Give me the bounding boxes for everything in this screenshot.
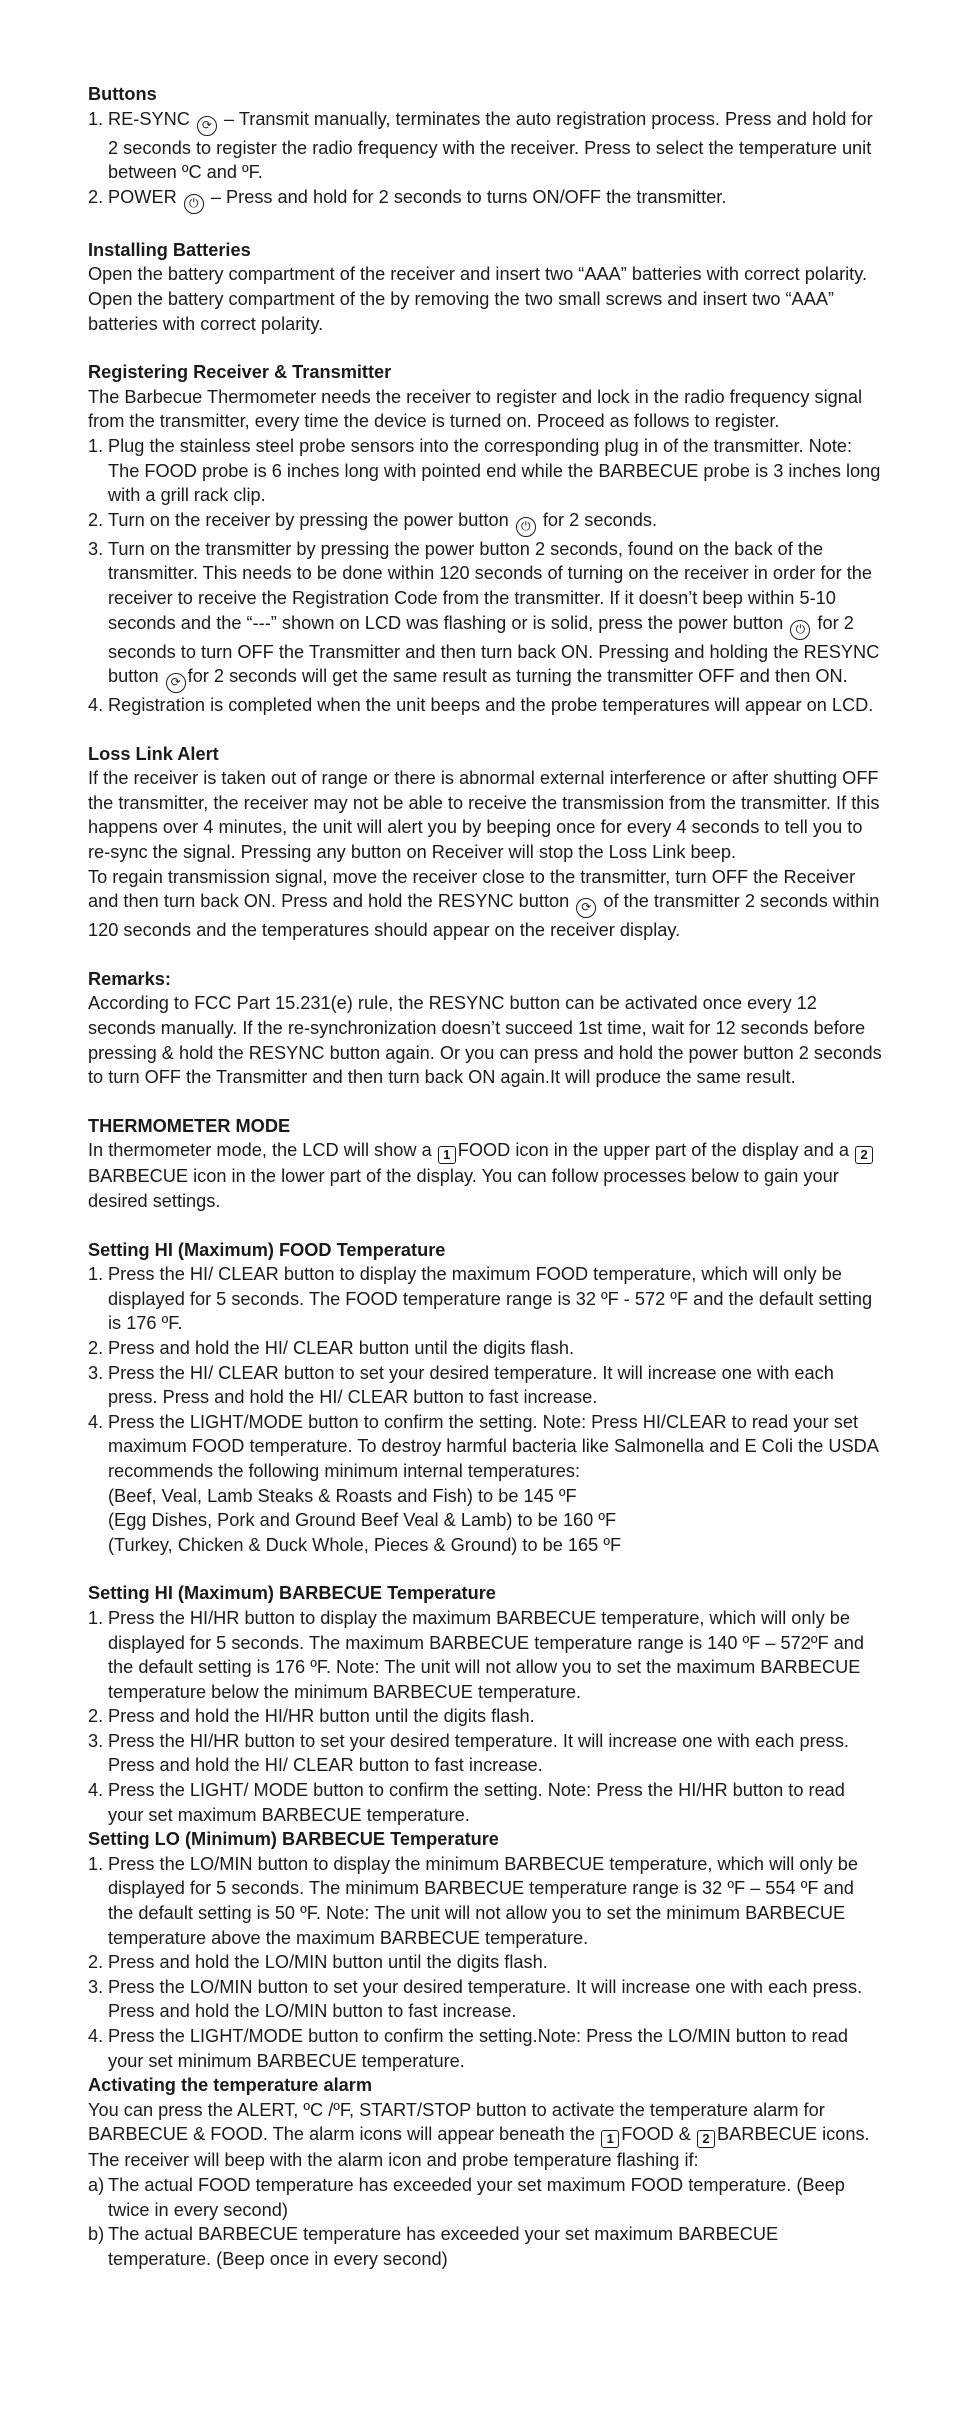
paragraph [88, 1138, 884, 1213]
item-number: b) [88, 2224, 105, 2245]
item-number: 4. [88, 1780, 104, 1801]
item-number: 3. [88, 1976, 104, 1997]
list-item [88, 1704, 884, 1729]
badge-2-icon: 2 [697, 2130, 715, 2148]
alarm-list [88, 2173, 884, 2271]
section-heading: Setting HI (Maximum) FOOD Temperature [88, 1239, 446, 1260]
item-number: 2. [88, 1706, 104, 1727]
paragraph-text: FOOD & [621, 2124, 691, 2145]
paragraph-text: In thermometer mode, the LCD will show a [88, 1140, 432, 1161]
paragraph: The Barbecue Thermometer needs the receiver to register and lock in the radio frequency signal from the transmitter, every time the device is turned on. Proceed as follows to register. [88, 386, 863, 432]
paragraph: You can press the ALERT, ºC /ºF, START/STOP button to activate the temperature alarm for [88, 2099, 825, 2120]
list-item [88, 693, 884, 718]
paragraph-text: BARBECUE & FOOD. The alarm icons will appear beneath the [88, 2124, 596, 2145]
temperature-line: (Turkey, Chicken & Duck Whole, Pieces & Ground) to be 165 ºF [108, 1534, 622, 1555]
item-text: for 2 seconds. [542, 509, 658, 530]
list-item [88, 107, 884, 185]
item-text: Press the LO/MIN button to set your desired temperature. It will increase one with each press. Press and hold the LO/MIN button to fast increase. [108, 1976, 863, 2022]
item-number: 3. [88, 1362, 104, 1383]
hi-bbq-list [88, 1606, 884, 1827]
item-number: 1. [88, 435, 104, 456]
power-icon: ⏻ [184, 194, 204, 214]
item-text: Press the LIGHT/MODE button to confirm the setting.Note: Press the LO/MIN button to read your set minimum BARBECUE temperature. [108, 2026, 848, 2071]
paragraph: The receiver will beep with the alarm icon and probe temperature flashing if: [88, 2150, 699, 2171]
power-icon: ⏻ [790, 620, 810, 640]
loss-link-section [88, 742, 884, 943]
paragraph-text: FOOD icon in the upper part of the display and a [457, 1140, 850, 1161]
hi-bbq-section [88, 1581, 884, 1827]
temperature-line: (Egg Dishes, Pork and Ground Beef Veal & Lamb) to be 160 ºF [108, 1510, 617, 1531]
list-item [88, 1606, 884, 1704]
alarm-section [88, 2073, 884, 2271]
section-heading: Installing Batteries [88, 239, 251, 260]
paragraph [88, 865, 884, 943]
resync-icon: ⟳ [166, 673, 186, 693]
item-text: Turn on the transmitter by pressing the power button 2 seconds, found on the back of the transmitter. This needs to be done within 120 seconds of turning on the receiver in order for the receiver to receive the Registration Code from the transmitter. If it doesn’t beep within 5-10 seconds and the “---” shown on LCD was flashing or is solid, press the power button [108, 538, 872, 633]
section-heading: Loss Link Alert [88, 743, 219, 764]
section-heading: Setting LO (Minimum) BARBECUE Temperature [88, 1829, 499, 1850]
item-text: for 2 seconds will get the same result as turning the transmitter OFF and then ON. [187, 666, 848, 687]
list-item [88, 1778, 884, 1827]
list-item [88, 1410, 884, 1484]
list-item [88, 185, 884, 214]
item-text: Press and hold the HI/ CLEAR button until the digits flash. [108, 1337, 575, 1358]
buttons-section [88, 82, 884, 214]
section-heading: Remarks: [88, 968, 171, 989]
item-number: 3. [88, 538, 104, 559]
item-text: Turn on the receiver by pressing the power button [108, 509, 509, 530]
list-item [88, 2024, 884, 2073]
item-text: Press the HI/ CLEAR button to set your desired temperature. It will increase one with each press. Press and hold the HI/ CLEAR button to fast increase. [108, 1362, 834, 1408]
list-item [88, 1950, 884, 1975]
item-text: Press the HI/HR button to set your desired temperature. It will increase one with each press. Press and hold the HI/ CLEAR button to fast increase. [108, 1730, 849, 1776]
badge-2-icon: 2 [855, 1146, 873, 1164]
paragraph: If the receiver is taken out of range or there is abnormal external interference or after shutting OFF the transmitter, the receiver may not be able to receive the transmission from the transmitter. If this happens over 4 minutes, the unit will alert you by beeping once for every 4 seconds to tell you to re-sync the signal. Pressing any button on Receiver will stop the Loss Link beep. [88, 768, 880, 863]
item-number: 4. [88, 695, 104, 716]
item-text: Press and hold the LO/MIN button until the digits flash. [108, 1952, 548, 1973]
hi-food-list [88, 1262, 884, 1483]
item-text: – Transmit manually, terminates the auto registration process. Press and hold for 2 seconds to register the radio frequency with the receiver. Press to select the temperature unit between ºC and ºF. [108, 108, 873, 183]
hi-food-section [88, 1238, 884, 1558]
item-text: for 2 seconds to turn OFF the Transmitter and then turn back ON. Pressing and holding the RESYNC button [108, 612, 880, 687]
list-item [88, 2173, 884, 2222]
item-number: 2. [88, 509, 104, 530]
thermometer-mode-section [88, 1114, 884, 1214]
badge-1-icon: 1 [601, 2130, 619, 2148]
resync-icon: ⟳ [197, 116, 217, 136]
item-text: POWER [108, 186, 177, 207]
paragraph: Open the battery compartment of the receiver and insert two “AAA” batteries with correct polarity. Open the battery compartment of the by removing the two small screws and insert two “AAA” batteries with correct polarity. [88, 264, 868, 334]
item-text: – Press and hold for 2 seconds to turns ON/OFF the transmitter. [210, 186, 727, 207]
item-number: 1. [88, 1853, 104, 1874]
batteries-section [88, 238, 884, 336]
lo-bbq-list [88, 1852, 884, 2073]
resync-icon: ⟳ [576, 898, 596, 918]
list-item [88, 508, 884, 537]
item-text: Press the LIGHT/MODE button to confirm the setting. Note: Press HI/CLEAR to read your set maximum FOOD temperature. To destroy harmful bacteria like Salmonella and E Coli the USDA recommends the following minimum internal temperatures: [108, 1411, 878, 1481]
item-number: 4. [88, 2026, 104, 2046]
list-item [88, 1729, 884, 1778]
paragraph-text: of the transmitter 2 seconds within 120 seconds and the temperatures should appear on the receiver display. [88, 891, 880, 941]
buttons-list [88, 107, 884, 214]
list-item [88, 1336, 884, 1361]
temperature-line: (Beef, Veal, Lamb Steaks & Roasts and Fish) to be 145 ºF [108, 1485, 577, 1506]
item-text: The actual BARBECUE temperature has exceeded your set maximum BARBECUE temperature. (Beep once in every second) [108, 2224, 779, 2269]
item-number: 3. [88, 1730, 104, 1751]
item-text: Press the HI/ CLEAR button to display the maximum FOOD temperature, which will only be displayed for 5 seconds. The FOOD temperature range is 32 ºF - 572 ºF and the default setting is 176 ºF. [108, 1264, 873, 1334]
register-list [88, 434, 884, 718]
item-text: Plug the stainless steel probe sensors into the corresponding plug in of the transmitter. Note: The FOOD probe is 6 inches long with pointed end while the BARBECUE probe is 3 inches long with a grill rack clip. [108, 435, 881, 506]
register-section [88, 360, 884, 718]
list-item [88, 537, 884, 693]
item-text: Press the LO/MIN button to display the minimum BARBECUE temperature, which will only be displayed for 5 seconds. The minimum BARBECUE temperature range is 32 ºF – 554 ºF and the default setting is 50 ºF. Note: The unit will not allow you to set the minimum BARBECUE temperature above the maximum BARBECUE temperature. [108, 1853, 859, 1948]
remarks-section [88, 967, 884, 1090]
paragraph: According to FCC Part 15.231(e) rule, the RESYNC button can be activated once every 12 seconds manually. If the re-synchronization doesn’t succeed 1st time, wait for 12 seconds before pressing & hold the RESYNC button again. Or you can press and hold the power button 2 seconds to turn OFF the Transmitter and then turn back ON again.It will produce the same result. [88, 993, 882, 1088]
badge-1-icon: 1 [438, 1146, 456, 1164]
item-text: Press the LIGHT/ MODE button to confirm the setting. Note: Press the HI/HR button to read your set maximum BARBECUE temperature. [108, 1780, 845, 1825]
power-icon: ⏻ [516, 517, 536, 537]
list-item [88, 1975, 884, 2024]
item-text: The actual FOOD temperature has exceeded your set maximum FOOD temperature. (Beep twice in every second) [108, 2174, 845, 2220]
item-number: a) [88, 2174, 105, 2195]
section-heading: Buttons [88, 84, 157, 104]
item-number: 1. [88, 1264, 104, 1285]
item-text: Registration is completed when the unit beeps and the probe temperatures will appear on LCD. [108, 695, 874, 716]
item-number: 2. [88, 1337, 104, 1358]
list-item [88, 1361, 884, 1410]
item-text: Press and hold the HI/HR button until the digits flash. [108, 1706, 535, 1727]
item-number: 1. [88, 1607, 104, 1628]
section-heading: THERMOMETER MODE [88, 1115, 291, 1136]
paragraph-text: BARBECUE icon in the lower part of the display. You can follow processes below to gain your desired settings. [88, 1166, 839, 1211]
list-item [88, 1262, 884, 1336]
item-number: 4. [88, 1411, 104, 1432]
item-text: Press the HI/HR button to display the maximum BARBECUE temperature, which will only be displayed for 5 seconds. The maximum BARBECUE temperature range is 140 ºF – 572ºF and the default setting is 176 ºF. Note: The unit will not allow you to set the maximum BARBECUE temperature below the minimum BARBECUE temperature. [108, 1607, 864, 1702]
paragraph-text: BARBECUE icons. [716, 2124, 870, 2145]
list-item [88, 434, 884, 508]
list-item [88, 2222, 884, 2271]
section-heading: Setting HI (Maximum) BARBECUE Temperature [88, 1583, 496, 1604]
list-item [88, 1852, 884, 1950]
lo-bbq-section [88, 1827, 884, 2073]
paragraph [88, 2122, 884, 2148]
item-text: RE-SYNC [108, 108, 190, 129]
item-number: 1. [88, 108, 104, 129]
section-heading: Activating the temperature alarm [88, 2075, 373, 2096]
item-number: 2. [88, 186, 104, 207]
paragraph-text: To regain transmission signal, move the receiver close to the transmitter, turn OFF the Receiver and then turn back ON. Press and hold the RESYNC button [88, 866, 856, 912]
section-heading: Registering Receiver & Transmitter [88, 362, 392, 383]
item-number: 2. [88, 1952, 104, 1973]
